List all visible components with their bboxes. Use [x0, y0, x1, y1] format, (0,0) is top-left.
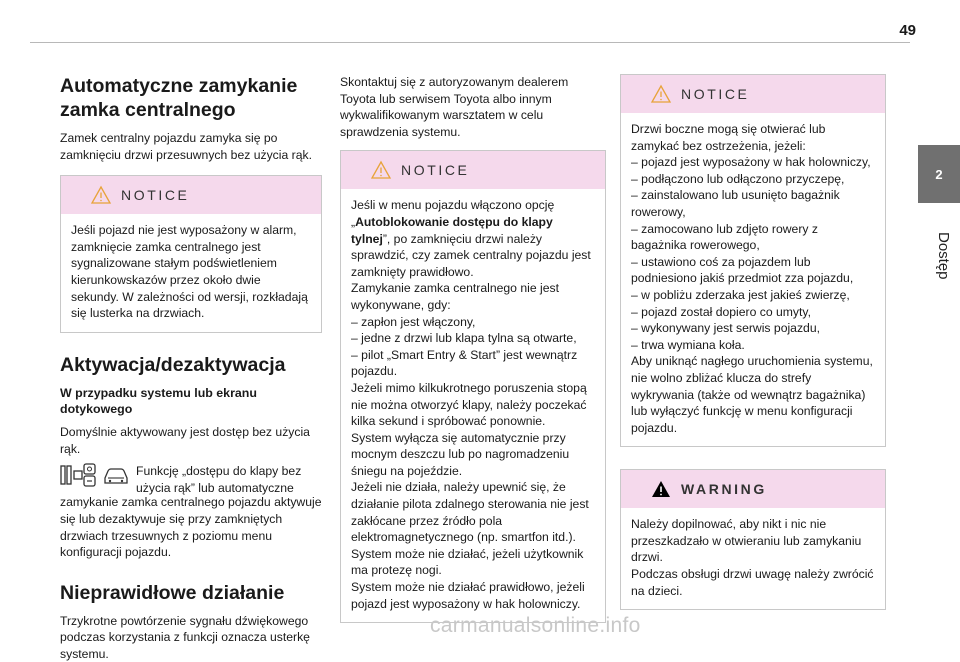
- text-line: – w pobliżu zderzaka jest jakieś zwierzę,: [631, 287, 850, 302]
- notice-header-3: [621, 75, 885, 113]
- text-line: Podczas obsługi drzwi uwagę należy zwrócić na dzieci.: [631, 567, 874, 598]
- text-line: – ustawiono coś za pojazdem lub podniesiono jakiś przedmiot zza pojazdu,: [631, 254, 854, 286]
- vehicle-settings-icon: [60, 463, 96, 487]
- malfunction-text: Trzykrotne powtórzenie sygnału dźwiękowego podczas korzystania z funkcji oznacza usterkę systemu.: [60, 613, 310, 661]
- page-number: 49: [899, 22, 916, 39]
- text-line: Należy dopilnować, aby nikt i nic nie przeszkadzało w otwieraniu lub zamykaniu drzwi.: [631, 517, 862, 565]
- notice-header-1: [61, 176, 321, 214]
- text-line: – zapłon jest włączony,: [351, 314, 476, 329]
- chapter-label: Dostęp: [935, 232, 952, 280]
- notice-title-3: NOTICE: [681, 85, 750, 102]
- notice-box-1: [60, 175, 322, 333]
- icon-paragraph-lead: Funkcję „dostępu do klapy bez użycia rąk” lub automatyczne: [136, 464, 302, 495]
- notice-box-2: [340, 150, 606, 623]
- autolock-option-name: Autoblokowanie dostępu do klapy tylnej: [351, 214, 553, 246]
- text-line: Aby uniknąć nagłego uruchomienia systemu, nie wolno zbliżać klucza do strefy wykrywania (także od wewnątrz bagażnika) lub wyłączyć funkcję w menu konfiguracji pojazdu.: [631, 354, 873, 435]
- text-line: System może nie działać, jeżeli użytkownik ma protezę nogi.: [351, 546, 584, 578]
- warning-header: [621, 470, 885, 508]
- column-1: [60, 74, 322, 662]
- text-line: – zainstalowano lub usunięto bagażnik rowerowy,: [631, 188, 840, 219]
- notice-2-lead: Jeśli w menu pojazdu włączono opcję „Autoblokowanie dostępu do klapy tylnej”, po zamknięciu drzwi należy sprawdzić, czy zamek centralny pojazdu jest zamknięty prawidłowo.: [351, 198, 591, 279]
- text-line: – pojazd został dopiero co umyty,: [631, 304, 811, 319]
- text-line: – trwa wymiana koła.: [631, 337, 745, 352]
- warning-lines: [631, 516, 875, 599]
- caution-triangle-icon: [371, 161, 391, 179]
- column-3: [620, 74, 886, 610]
- header-rule: [30, 42, 910, 43]
- section-title-malfunction: Nieprawidłowe działanie: [60, 581, 285, 604]
- caution-triangle-icon: [91, 186, 111, 204]
- auto-lock-intro: Zamek centralny pojazdu zamyka się po zamknięciu drzwi przesuwnych bez użycia rąk.: [60, 131, 312, 162]
- icon-paragraph: [60, 463, 322, 496]
- contact-dealer-text: Skontaktuj się z autoryzowanym dealerem Toyota lub serwisem Toyota albo innym wykwalifikowanym warsztatem w celu sprawdzenia systemu.: [340, 75, 569, 139]
- text-line: – jedne z drzwi lub klapa tylna są otwarte,: [351, 331, 577, 346]
- text-line: – podłączono lub odłączono przyczepę,: [631, 171, 845, 186]
- caution-triangle-icon: [651, 85, 671, 103]
- notice-text-1: Jeśli pojazd nie jest wyposażony w alarm, zamknięcie zamka centralnego jest sygnalizowane stałym podświetleniem kierunkowskazów przez około dwie sekundy. W zależności od wersji, rozkładają się lusterka na drzwiach.: [71, 223, 308, 321]
- warning-triangle-icon: [651, 480, 671, 498]
- notice-header-2: [341, 151, 605, 189]
- text-line: Jeżeli mimo kilkukrotnego poruszenia stopą nie można otworzyć klapy, należy poczekać kilka sekund i spróbować ponownie.: [351, 380, 587, 429]
- activation-default-text: Domyślnie aktywowany jest dostęp bez użycia rąk.: [60, 424, 310, 456]
- warning-title: WARNING: [681, 480, 767, 497]
- notice-2-lines: [351, 280, 595, 612]
- text-line: – pilot „Smart Entry & Start” jest wewnątrz pojazdu.: [351, 347, 578, 379]
- notice-3-lines: [631, 121, 875, 436]
- chapter-tab[interactable]: [918, 145, 960, 203]
- text-line: – pojazd jest wyposażony w hak holowniczy,: [631, 155, 871, 170]
- text-line: – zamocowano lub zdjęto rowery z bagażnika rowerowego,: [631, 221, 818, 253]
- notice-title-1: NOTICE: [121, 186, 190, 203]
- text-line: Jeżeli nie działa, należy upewnić się, że działanie pilota zdalnego sterowania nie jest zakłócane przez źródło pola elektromagnetycznego (np. smartfon itd.).: [351, 480, 589, 545]
- text-line: – wykonywany jest serwis pojazdu,: [631, 321, 820, 336]
- text-line: System może nie działać prawidłowo, jeżeli pojazd jest wyposażony w hak holowniczy.: [351, 580, 585, 611]
- car-icon: [102, 463, 130, 487]
- text-line: Zamykanie zamka centralnego nie jest wykonywane, gdy:: [351, 281, 559, 312]
- section-title-activation: Aktywacja/dezaktywacja: [60, 353, 286, 376]
- subsection-title-touchscreen: W przypadku systemu lub ekranu dotykowego: [60, 385, 257, 417]
- notice-title-2: NOTICE: [401, 162, 470, 179]
- text-line: System wyłącza się automatycznie przy mocnym deszczu lub po nagromadzeniu śniegu na pojeździe.: [351, 430, 570, 478]
- section-title-auto-lock: Automatyczne zamykanie zamka centralnego: [60, 75, 298, 121]
- activation-icon-text: zamykanie zamka centralnego pojazdu aktywuje się lub dezaktywuje się przy zamkniętych drzwiach trzesuwnych z poziomu menu konfiguracji pojazdu.: [60, 495, 322, 560]
- column-2: [340, 74, 606, 623]
- text-line: Drzwi boczne mogą się otwierać lub zamykać bez ostrzeżenia, jeżeli:: [631, 122, 826, 153]
- notice-box-3: [620, 74, 886, 447]
- warning-box: [620, 469, 886, 610]
- chapter-number: 2: [935, 166, 943, 182]
- watermark: carmanualsonline.info: [430, 614, 641, 637]
